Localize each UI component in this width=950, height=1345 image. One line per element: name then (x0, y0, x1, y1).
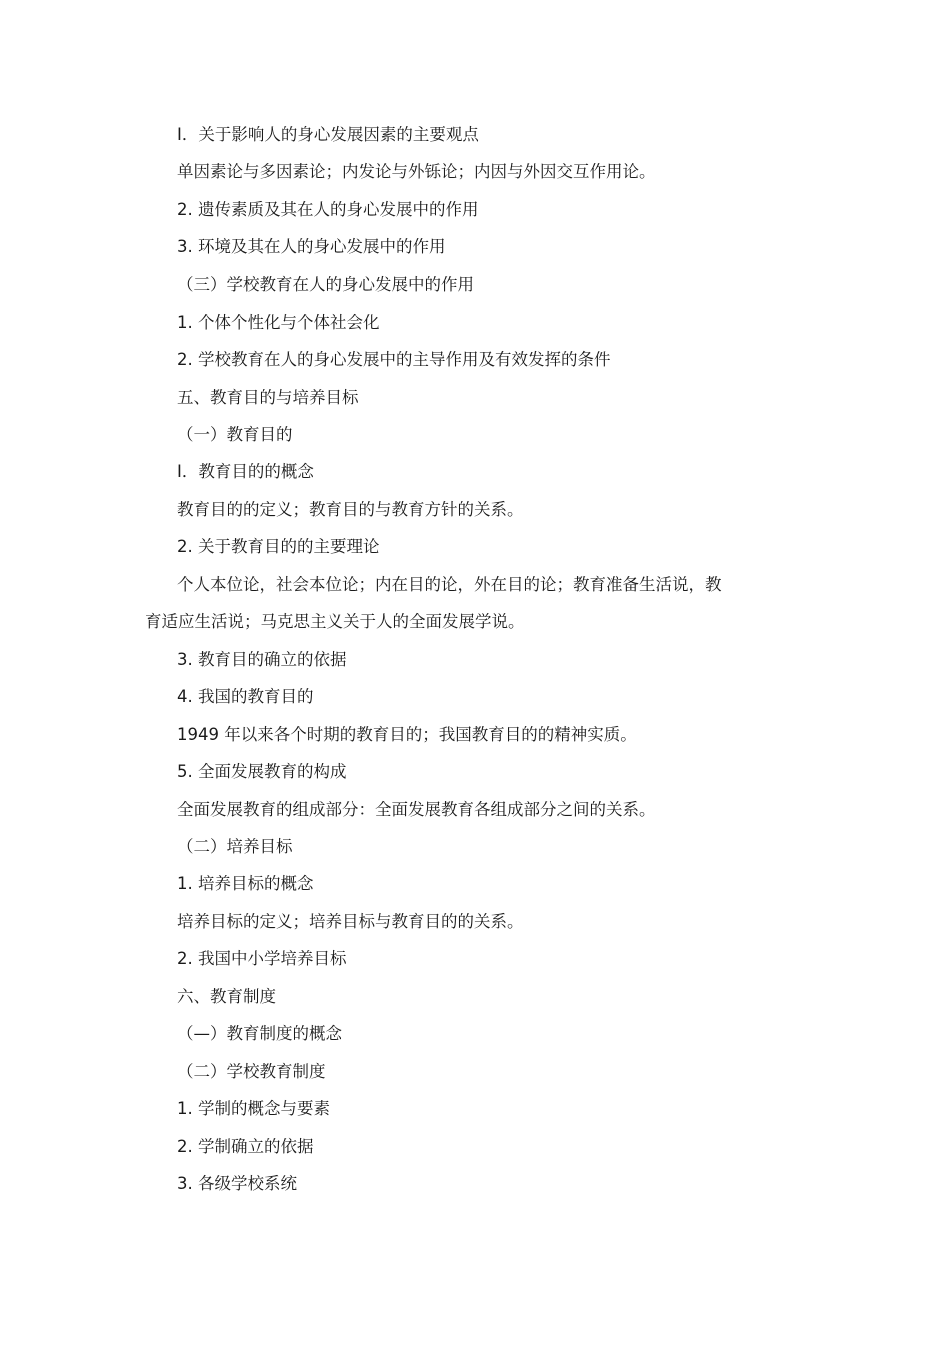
body-text: 1949 年以来各个时期的教育目的；我国教育目的的精神实质。 (177, 725, 637, 744)
subsection-item-1: 1. 培养目标的概念 (177, 874, 314, 893)
subsection-item-2: 2. 关于教育目的的主要理论 (177, 537, 380, 556)
subsection-item-1: I．教育目的的概念 (177, 462, 314, 481)
subsection-heading: （—）教育制度的概念 (177, 1024, 342, 1043)
subsection-item-5: 5. 全面发展教育的构成 (177, 762, 347, 781)
subsection-item-3: 3. 环境及其在人的身心发展中的作用 (177, 237, 446, 256)
body-text: 教育目的的定义；教育目的与教育方针的关系。 (177, 500, 524, 519)
subsection-item-2: 2. 遗传素质及其在人的身心发展中的作用 (177, 200, 479, 219)
subsection-item-3: 3. 各级学校系统 (177, 1174, 297, 1193)
subsection-item-2: 2. 学校教育在人的身心发展中的主导作用及有效发挥的条件 (177, 350, 611, 369)
subsection-heading: （二）培养目标 (177, 837, 293, 856)
body-text: 单因素论与多因素论；内发论与外铄论；内因与外因交互作用论。 (177, 162, 656, 181)
body-text: 全面发展教育的组成部分：全面发展教育各组成部分之间的关系。 (177, 800, 656, 819)
subsection-heading: （二）学校教育制度 (177, 1062, 326, 1081)
subsection-item-1: I．关于影响人的身心发展因素的主要观点 (177, 125, 479, 144)
body-text: 培养目标的定义；培养目标与教育目的的关系。 (177, 912, 524, 931)
subsection-item-2: 2. 学制确立的依据 (177, 1137, 314, 1156)
subsection-item-4: 4. 我国的教育目的 (177, 687, 314, 706)
body-text-continuation: 育适应生活说；马克思主义关于人的全面发展学说。 (145, 612, 525, 631)
section-heading: 五、教育目的与培养目标 (177, 388, 359, 407)
subsection-item-2: 2. 我国中小学培养目标 (177, 949, 347, 968)
subsection-item-3: 3. 教育目的确立的依据 (177, 650, 347, 669)
section-heading: 六、教育制度 (177, 987, 276, 1006)
body-text: 个人本位论，社会本位论；内在目的论，外在目的论；教育准备生活说，教 (177, 575, 722, 594)
subsection-heading: （三）学校教育在人的身心发展中的作用 (177, 275, 474, 294)
subsection-item-1: 1. 个体个性化与个体社会化 (177, 313, 380, 332)
subsection-heading: （一）教育目的 (177, 425, 293, 444)
subsection-item-1: 1. 学制的概念与要素 (177, 1099, 330, 1118)
